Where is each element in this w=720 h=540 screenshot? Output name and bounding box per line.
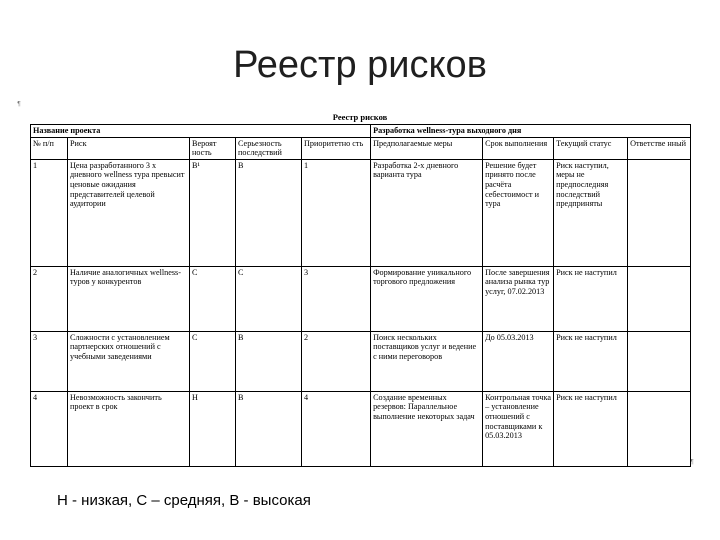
header-row xyxy=(31,137,691,159)
table-cell xyxy=(628,331,691,391)
table-cell: Риск наступил, меры не предпоследняя последствий предприняты xyxy=(554,159,628,266)
table-cell: До 05.03.2013 xyxy=(483,331,554,391)
table-cell: С xyxy=(236,266,302,331)
project-row xyxy=(31,125,691,138)
header-cell: Риск xyxy=(68,137,190,159)
table-cell xyxy=(628,391,691,466)
table-cell: 4 xyxy=(31,391,68,466)
table-cell: 1 xyxy=(302,159,371,266)
table-cell: 2 xyxy=(31,266,68,331)
risk-register-table xyxy=(30,124,691,467)
table-cell: 1 xyxy=(31,159,68,266)
header-cell: Вероят ность xyxy=(190,137,236,159)
table-cell: Н xyxy=(190,391,236,466)
table-cell: Создание временных резервов: Параллельное выполнение некоторых задач xyxy=(371,391,483,466)
project-label: Название проекта xyxy=(31,125,371,138)
table-cell: Наличие аналогичных wellness-туров у конкурентов xyxy=(68,266,190,331)
table-cell: Невозможность закончить проект в срок xyxy=(68,391,190,466)
table-cell: Контрольная точка – установление отношений с поставщиками к 05.03.2013 xyxy=(483,391,554,466)
table-cell: Формирование уникального торгового предложения xyxy=(371,266,483,331)
table-cell: В xyxy=(236,159,302,266)
table-cell: Поиск нескольких поставщиков услуг и ведение с ними переговоров xyxy=(371,331,483,391)
header-cell: Текущий статус xyxy=(554,137,628,159)
table-cell: Цена разработанного 3 х дневного wellness тура превысит ценовые ожидания представителей целевой аудитории xyxy=(68,159,190,266)
legend-text: Н - низкая, С – средняя, В - высокая xyxy=(57,492,311,509)
table-cell: Риск не наступил xyxy=(554,331,628,391)
header-cell: Серьезность последствий xyxy=(236,137,302,159)
slide-title: Реестр рисков xyxy=(233,44,487,86)
table-cell: Решение будет принято после расчёта себестоимост и тура xyxy=(483,159,554,266)
table-row xyxy=(31,159,691,266)
project-name: Разработка wellness-тура выходного дня xyxy=(371,125,691,138)
paragraph-mark-icon: ¶ xyxy=(690,459,694,466)
table-cell: 3 xyxy=(302,266,371,331)
table-cell: С xyxy=(190,266,236,331)
table-row xyxy=(31,266,691,331)
header-cell: Срок выполнения xyxy=(483,137,554,159)
document-title: Реестр рисков xyxy=(332,112,388,122)
table-cell xyxy=(628,159,691,266)
table-cell: В xyxy=(236,391,302,466)
table-cell: Разработка 2-х дневного варианта тура xyxy=(371,159,483,266)
table-cell: С xyxy=(190,331,236,391)
table-cell: 4 xyxy=(302,391,371,466)
header-cell: Предполагаемые меры xyxy=(371,137,483,159)
paragraph-mark-icon: ¶ xyxy=(17,101,21,108)
header-cell: № п/п xyxy=(31,137,68,159)
table-cell: Сложности с установлением партнерских отношений с учебными заведениями xyxy=(68,331,190,391)
table-row xyxy=(31,331,691,391)
table-cell: Риск не наступил xyxy=(554,266,628,331)
table-cell: 3 xyxy=(31,331,68,391)
header-cell: Ответстве нный xyxy=(628,137,691,159)
table-cell: После завершения анализа рынка тур услуг, 07.02.2013 xyxy=(483,266,554,331)
table-cell xyxy=(628,266,691,331)
table-cell: В xyxy=(236,331,302,391)
header-cell: Приоритетно сть xyxy=(302,137,371,159)
table-cell: В¹ xyxy=(190,159,236,266)
table-cell: 2 xyxy=(302,331,371,391)
table-row xyxy=(31,391,691,466)
table-cell: Риск не наступил xyxy=(554,391,628,466)
